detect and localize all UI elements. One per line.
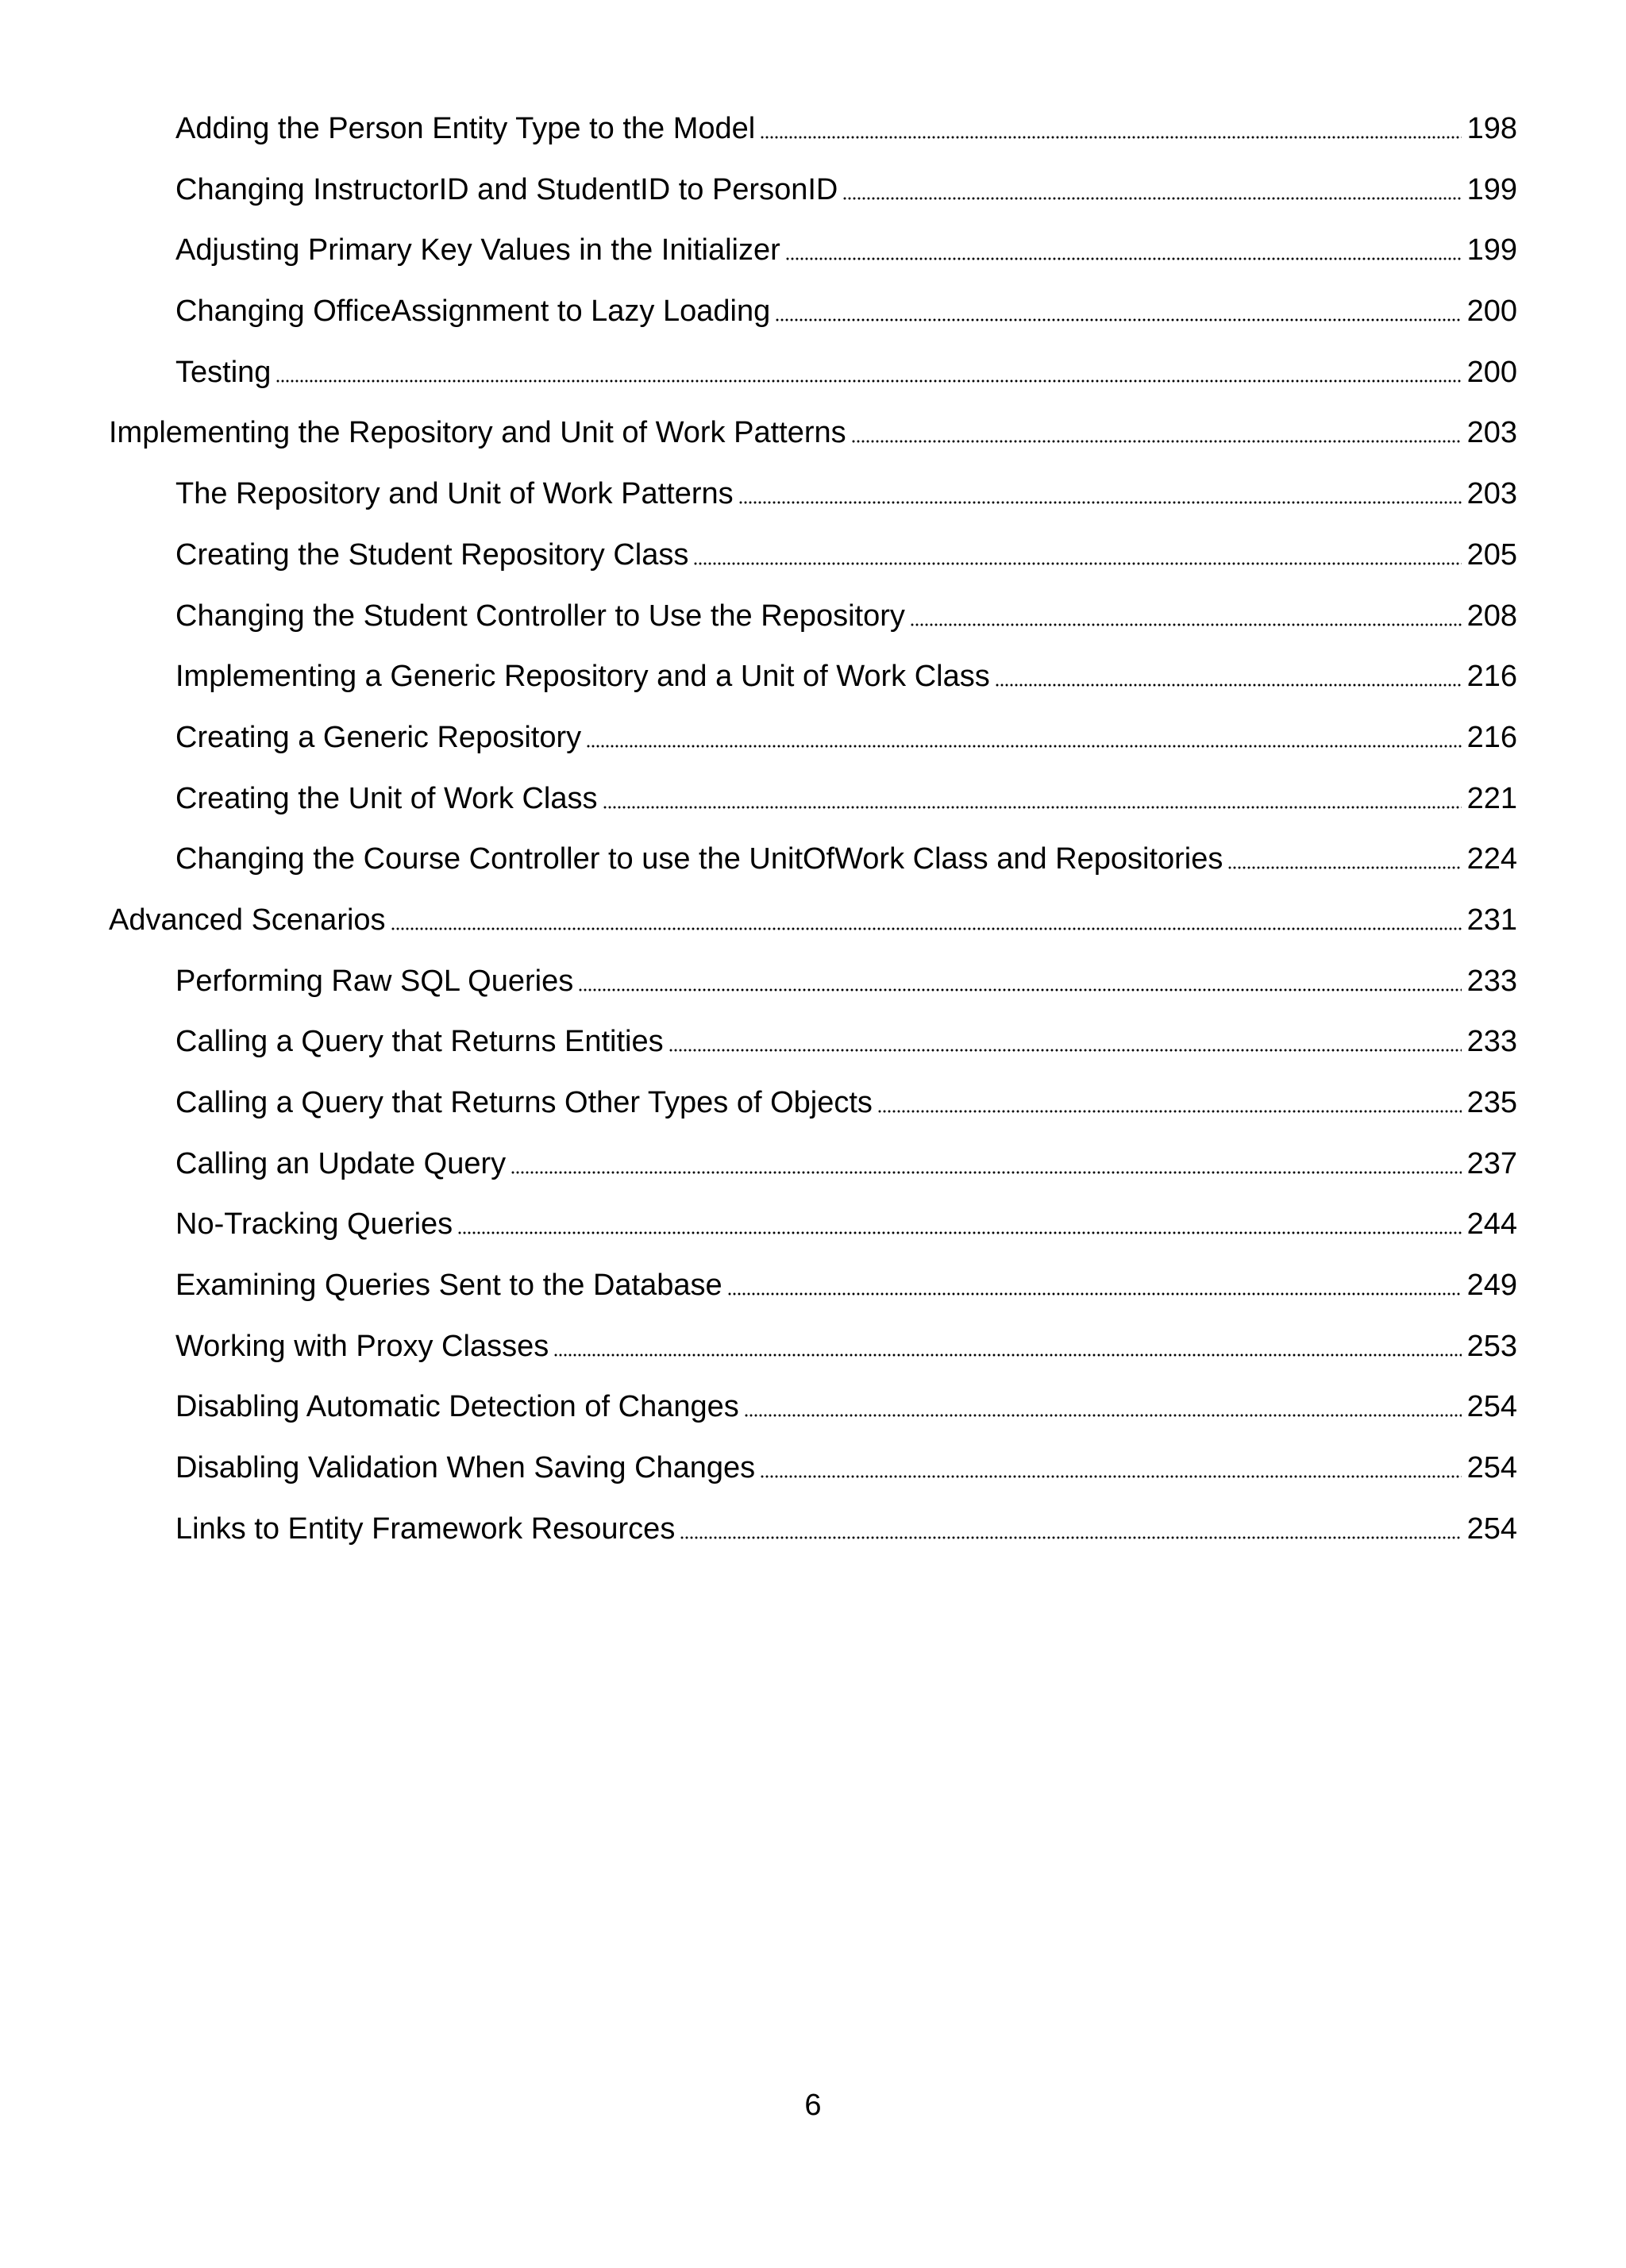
toc-entry-title: Performing Raw SQL Queries	[175, 964, 574, 998]
toc-entry-title: Disabling Automatic Detection of Changes	[175, 1390, 739, 1424]
toc-entry[interactable]	[0, 816, 1626, 877]
toc-entry-title: Links to Entity Framework Resources	[175, 1511, 676, 1546]
toc-entry[interactable]	[0, 1181, 1626, 1242]
toc-entry-title: Examining Queries Sent to the Database	[175, 1269, 722, 1303]
dot-leader	[275, 379, 1462, 383]
toc-entry[interactable]	[0, 1303, 1626, 1364]
dot-leader	[910, 622, 1462, 627]
toc-entry[interactable]	[0, 268, 1626, 329]
toc-entry-title: Advanced Scenarios	[109, 903, 386, 937]
toc-entry-page: 233	[1466, 964, 1517, 998]
toc-entry[interactable]	[0, 572, 1626, 633]
toc-entry-title: Changing OfficeAssignment to Lazy Loading	[175, 295, 771, 329]
toc-entry-title: Disabling Validation When Saving Changes	[175, 1451, 756, 1485]
toc-entry-page: 199	[1466, 233, 1517, 268]
toc-entry[interactable]	[0, 511, 1626, 572]
dot-leader	[738, 500, 1462, 505]
toc-entry-page: 237	[1466, 1146, 1517, 1180]
toc-entry-page: 254	[1466, 1390, 1517, 1424]
toc-entry[interactable]	[0, 1059, 1626, 1120]
toc-chapter-entry[interactable]	[0, 390, 1626, 451]
dot-leader	[877, 1109, 1462, 1114]
toc-entry-page: 203	[1466, 477, 1517, 511]
toc-entry-page: 216	[1466, 720, 1517, 754]
dot-leader	[553, 1353, 1462, 1357]
dot-leader	[760, 1474, 1462, 1479]
dot-leader	[727, 1292, 1462, 1296]
dot-leader	[851, 439, 1462, 444]
toc-entry[interactable]	[0, 329, 1626, 390]
toc-entry-page: 254	[1466, 1451, 1517, 1485]
toc-entry[interactable]	[0, 207, 1626, 268]
dot-leader	[457, 1230, 1462, 1235]
dot-leader	[669, 1048, 1462, 1053]
toc-entry[interactable]	[0, 755, 1626, 816]
dot-leader	[578, 988, 1462, 992]
dot-leader	[760, 135, 1462, 140]
toc-entry-title: The Repository and Unit of Work Patterns	[175, 477, 734, 511]
toc-entry[interactable]	[0, 450, 1626, 511]
dot-leader	[680, 1535, 1462, 1540]
toc-entry-page: 198	[1466, 112, 1517, 145]
toc-entry-title: Working with Proxy Classes	[175, 1329, 549, 1363]
toc-entry-page: 244	[1466, 1207, 1517, 1242]
toc-entry[interactable]	[0, 111, 1626, 146]
toc-entry-page: 200	[1466, 355, 1517, 389]
toc-entry-title: Adding the Person Entity Type to the Model	[175, 112, 756, 145]
toc-entry[interactable]	[0, 1242, 1626, 1303]
toc-entry-title: Creating the Unit of Work Class	[175, 781, 598, 815]
dot-leader	[693, 561, 1462, 566]
toc-entry-page: 233	[1466, 1025, 1517, 1059]
toc-entry-page: 231	[1466, 903, 1517, 937]
toc-entry-page: 216	[1466, 660, 1517, 694]
toc-entry-title: Implementing the Repository and Unit of Work Patterns	[109, 416, 846, 450]
toc-entry-title: Changing InstructorID and StudentID to PersonID	[175, 172, 838, 206]
toc-entry-page: 253	[1466, 1329, 1517, 1363]
toc-entry-title: Testing	[175, 355, 272, 389]
toc-entry-title: Creating a Generic Repository	[175, 720, 582, 754]
toc-entry[interactable]	[0, 694, 1626, 755]
dot-leader	[744, 1413, 1462, 1418]
table-of-contents	[0, 111, 1626, 1546]
toc-entry[interactable]	[0, 999, 1626, 1060]
page-number: 6	[804, 2089, 822, 2122]
toc-chapter-entry[interactable]	[0, 876, 1626, 938]
dot-leader	[603, 805, 1462, 810]
toc-entry[interactable]	[0, 1485, 1626, 1546]
toc-entry[interactable]	[0, 1120, 1626, 1181]
toc-entry[interactable]	[0, 146, 1626, 207]
toc-entry[interactable]	[0, 938, 1626, 999]
toc-entry-page: 205	[1466, 537, 1517, 572]
toc-entry-title: No-Tracking Queries	[175, 1207, 453, 1242]
toc-entry-title: Calling a Query that Returns Other Types of Objects	[175, 1086, 873, 1119]
toc-entry-title: Implementing a Generic Repository and a Unit of Work Class	[175, 660, 990, 694]
dot-leader	[775, 318, 1462, 322]
toc-entry[interactable]	[0, 1424, 1626, 1485]
toc-entry-title: Creating the Student Repository Class	[175, 537, 689, 572]
toc-entry-page: 249	[1466, 1269, 1517, 1303]
toc-entry-page: 254	[1466, 1511, 1517, 1546]
toc-entry-title: Adjusting Primary Key Values in the Initializer	[175, 233, 780, 268]
toc-entry-page: 208	[1466, 599, 1517, 633]
toc-entry-title: Changing the Course Controller to use the UnitOfWork Class and Repositories	[175, 842, 1223, 876]
dot-leader	[842, 196, 1462, 201]
toc-entry-title: Calling a Query that Returns Entities	[175, 1025, 664, 1059]
dot-leader	[391, 926, 1462, 931]
dot-leader	[1227, 865, 1462, 870]
toc-entry[interactable]	[0, 633, 1626, 695]
toc-entry-page: 203	[1466, 416, 1517, 450]
toc-entry-page: 200	[1466, 295, 1517, 329]
toc-entry[interactable]	[0, 1364, 1626, 1425]
toc-entry-title: Changing the Student Controller to Use the Repository	[175, 599, 905, 633]
toc-entry-page: 224	[1466, 842, 1517, 876]
toc-entry-page: 199	[1466, 172, 1517, 206]
toc-entry-title: Calling an Update Query	[175, 1146, 507, 1180]
dot-leader	[785, 256, 1462, 261]
toc-entry-page: 235	[1466, 1086, 1517, 1119]
toc-entry-page: 221	[1466, 781, 1517, 815]
dot-leader	[586, 744, 1462, 749]
dot-leader	[995, 683, 1462, 687]
dot-leader	[511, 1170, 1462, 1175]
